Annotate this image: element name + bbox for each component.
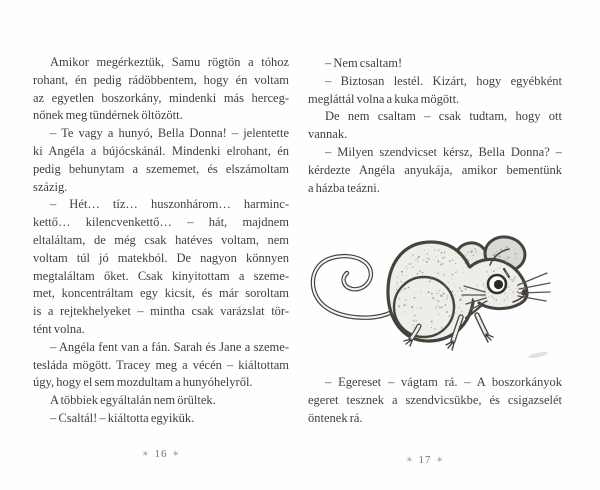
right-page-text-top bbox=[308, 55, 562, 197]
text-line: öntenek rá. bbox=[308, 410, 363, 425]
text-line: megtaláltam őket. Csak kinyitottam a szeme- bbox=[33, 268, 289, 283]
text-line: Amikor megérkeztük, Samu rögtön a tóhoz bbox=[50, 55, 289, 69]
text-line: – Biztosan lestél. Kizárt, hogy egyébként bbox=[325, 73, 562, 88]
left-page-folio bbox=[33, 448, 289, 460]
text-line: tént volna. bbox=[33, 321, 85, 336]
text-line: pedig behunytam a szememet, és elszámoltam bbox=[33, 161, 289, 176]
text-line: – Nem csaltam! bbox=[325, 56, 403, 70]
mouse-illustration bbox=[300, 212, 600, 372]
star-icon: ✳ bbox=[406, 454, 414, 464]
text-line: az egyetlen boszorkány, mindenki más herceg- bbox=[33, 90, 289, 105]
text-line: kérdezte Angéla anyukája, amikor bementünk bbox=[308, 162, 562, 177]
text-line: rohant, én pedig rádöbbentem, hogy én voltam bbox=[33, 72, 289, 87]
star-icon: ✳ bbox=[142, 448, 150, 458]
text-line: – Angéla fent van a fán. Sarah és Jane a szeme- bbox=[50, 339, 289, 354]
text-line: tesláda mögött. Tracey meg a vécén – kiáltottam bbox=[33, 357, 289, 372]
right-page-folio bbox=[300, 454, 550, 466]
right-page-text-bottom bbox=[308, 374, 562, 427]
text-line: egeret tesznek a szendvicsükbe, és csigazselét bbox=[308, 392, 562, 407]
text-line: százig. bbox=[33, 179, 68, 194]
text-line: úgy, hogy el sem mozdultam a hunyóhelyről. bbox=[33, 375, 253, 390]
page-number: 17 bbox=[418, 454, 432, 466]
text-line: kettő… kilencvenkettő… – hát, majdnem bbox=[33, 215, 289, 230]
text-line: voltam túl jó matekból. De nagyon könnyen bbox=[33, 250, 289, 265]
text-line: – Hét… tíz… huszonhárom… harminc- bbox=[50, 197, 289, 212]
text-line: – Csaltál! – kiáltotta egyikük. bbox=[50, 410, 195, 425]
page-smudge bbox=[528, 351, 548, 359]
text-line: is a rejtekhelyeket – mintha csak varázslat tör- bbox=[33, 304, 289, 319]
text-line: A többiek egyáltalán nem örültek. bbox=[50, 393, 216, 408]
text-line: – Milyen szendvicset kérsz, Bella Donna? – bbox=[325, 144, 562, 159]
text-line: – Te vagy a hunyó, Bella Donna! – jelentette bbox=[50, 126, 289, 141]
text-line: ki Angéla a bújócskánál. Mindenki elrohant, én bbox=[33, 143, 289, 158]
text-line: De nem csaltam – csak tudtam, hogy ott bbox=[325, 109, 562, 124]
left-page-text bbox=[33, 54, 289, 428]
text-line: vannak. bbox=[308, 127, 348, 142]
text-line: megláttál volna a kuka mögött. bbox=[308, 91, 460, 106]
text-line: – Egereset – vágtam rá. – A boszorkányok bbox=[325, 375, 562, 389]
page-number: 16 bbox=[154, 448, 168, 460]
text-line: met, koncentráltam egy kicsit, és már soroltam bbox=[33, 286, 289, 301]
star-icon: ✳ bbox=[172, 448, 180, 458]
star-icon: ✳ bbox=[436, 454, 444, 464]
text-line: eltaláltam, de még csak hatéves voltam, nem bbox=[33, 232, 289, 247]
text-line: nőnek meg tündérnek öltözött. bbox=[33, 108, 183, 123]
text-line: a házba teázni. bbox=[308, 180, 380, 195]
